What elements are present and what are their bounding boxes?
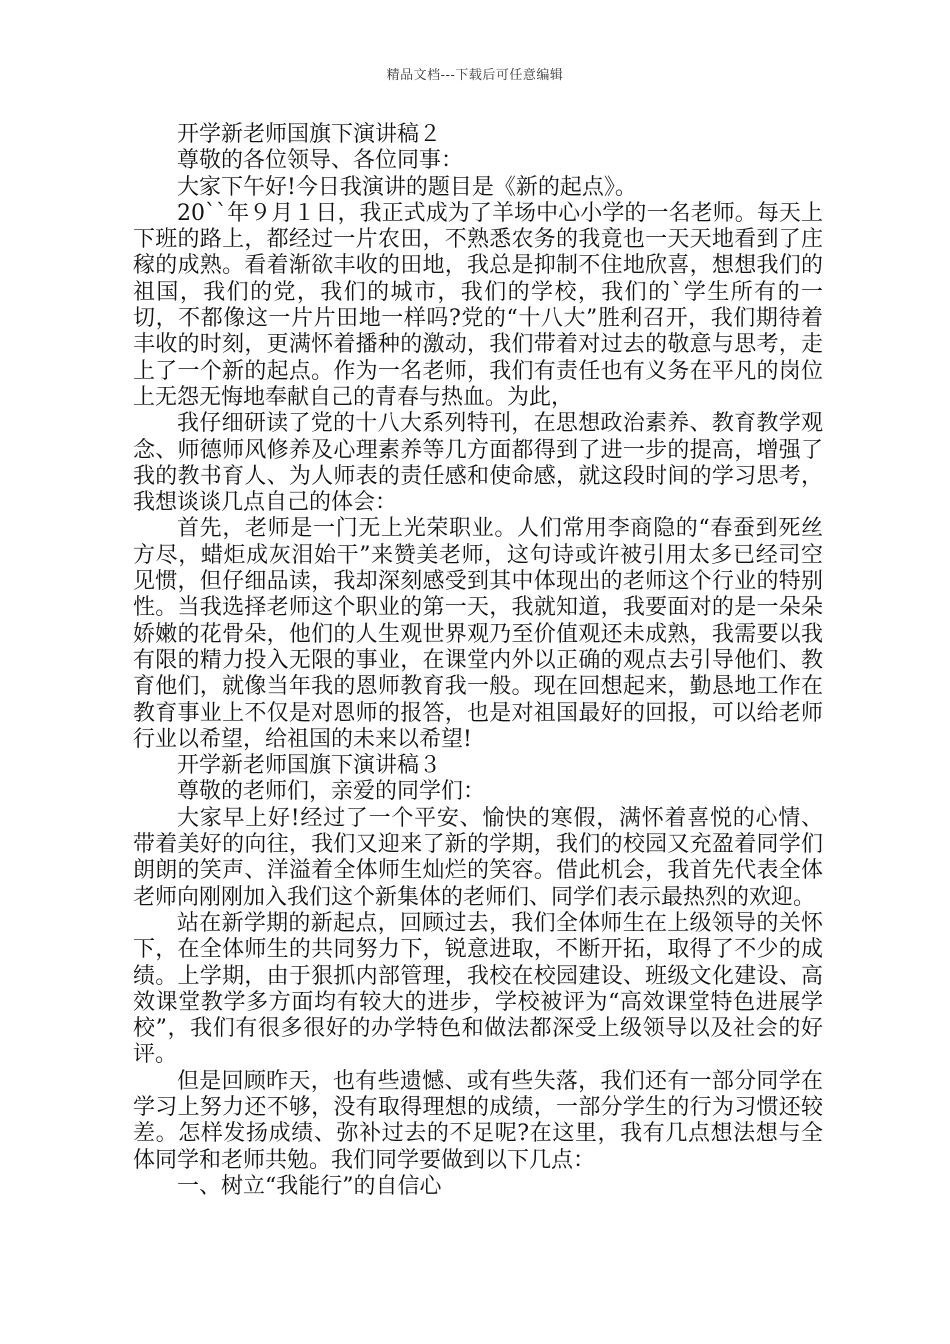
page-header: 精品文档---下载后可任意编辑	[386, 68, 564, 83]
body-paragraph: 站在新学期的新起点，回顾过去，我们全体师生在上级领导的关怀下，在全体师生的共同努力下，锐意进取，不断开拓，取得了不少的成绩。上学期，由于狠抓内部管理，我校在校园建设、班级文化建设、高效课堂教学多方面均有较大的进步，学校被评为“高效课堂特色进展学校”，我们有很多很好的办学特色和做法都深受上级领导以及社会的好评。	[133, 910, 823, 1068]
opening-line: 大家下午好!今日我演讲的题目是《新的起点》。	[177, 174, 637, 200]
section-title: 开学新老师国旗下演讲稿３	[177, 753, 442, 779]
list-heading: 一、树立“我能行”的自信心	[177, 1173, 442, 1199]
body-paragraph: 我仔细研读了党的十八大系列特刊，在思想政治素养、教育教学观念、师德师风修养及心理素养等几方面都得到了进一步的提高，增强了我的教书育人、为人师表的责任感和使命感，就这段时间的学习思考，我想谈谈几点自己的体会：	[133, 411, 823, 516]
salutation: 尊敬的老师们，亲爱的同学们：	[177, 779, 486, 805]
body-paragraph: 大家早上好!经过了一个平安、愉快的寒假，满怀着喜悦的心情、带着美好的向往，我们又迎来了新的学期，我们的校园又充盈着同学们朗朗的笑声、洋溢着全体师生灿烂的笑容。借此机会，我首先代表全体老师向刚刚加入我们这个新集体的老师们、同学们表示最热烈的欢迎。	[133, 805, 823, 910]
salutation: 尊敬的各位领导、各位同事：	[177, 148, 464, 174]
body-paragraph: 首先，老师是一门无上光荣职业。人们常用李商隐的“春蚕到死丝方尽，蜡炬成灰泪始干”来赞美老师，这句诗或许被引用太多已经司空见惯，但仔细品读，我却深刻感受到其中体现出的老师这个行业的特别性。当我选择老师这个职业的第一天，我就知道，我要面对的是一朵朵娇嫩的花骨朵，他们的人生观世界观乃至价值观还未成熟，我需要以我有限的精力投入无限的事业，在课堂内外以正确的观点去引导他们、教育他们，就像当年我的恩师教育我一般。现在回想起来，勤恳地工作在教育事业上不仅是对恩师的报答，也是对祖国最好的回报，可以给老师行业以希望，给祖国的未来以希望!	[133, 516, 823, 752]
body-paragraph: 20``年９月１日，我正式成为了羊场中心小学的一名老师。每天上下班的路上，都经过一片农田，不熟悉农务的我竟也一天天地看到了庄稼的成熟。看着渐欲丰收的田地，我总是抑制不住地欣喜，想想我们的祖国，我们的党，我们的城市，我们的学校，我们的`学生所有的一切，不都像这一片片田地一样吗?党的“十八大”胜利召开，我们期待着丰收的时刻，更满怀着播种的激动，我们带着对过去的敬意与思考，走上了一个新的起点。作为一名老师，我们有责任也有义务在平凡的岗位上无怨无悔地奉献自己的青春与热血。为此，	[133, 200, 823, 410]
section-title: 开学新老师国旗下演讲稿２	[177, 122, 442, 147]
document-body	[133, 122, 823, 1200]
body-paragraph: 但是回顾昨天，也有些遗憾、或有些失落，我们还有一部分同学在学习上努力还不够，没有取得理想的成绩，一部分学生的行为习惯还较差。怎样发扬成绩、弥补过去的不足呢?在这里，我有几点想法想与全体同学和老师共勉。我们同学要做到以下几点：	[133, 1068, 823, 1173]
